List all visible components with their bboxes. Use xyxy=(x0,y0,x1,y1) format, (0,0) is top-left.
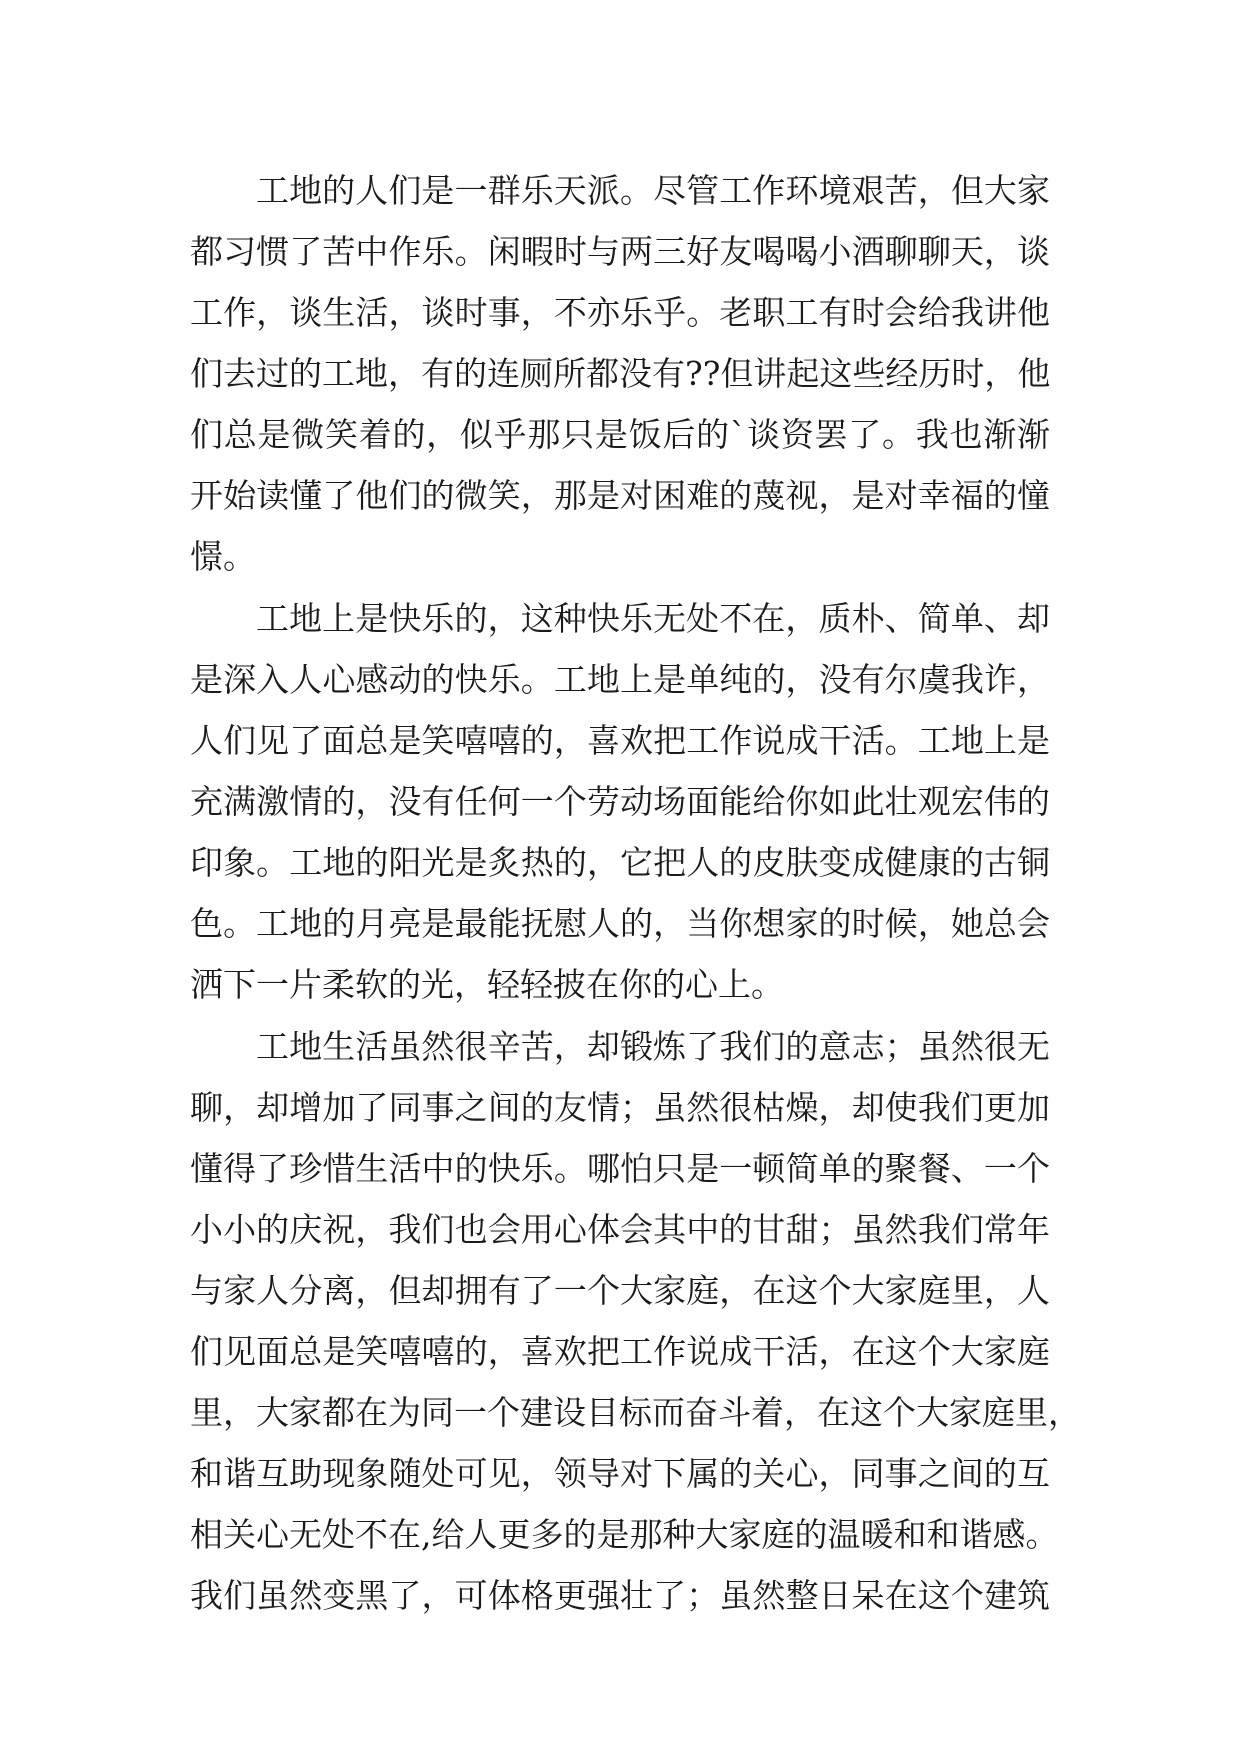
text-line: 们去过的工地，有的连厕所都没有??但讲起这些经历时，他 xyxy=(190,354,1051,393)
text-line: 小小的庆祝，我们也会用心体会其中的甘甜；虽然我们常年 xyxy=(190,1210,1050,1249)
text-line: 和谐互助现象随处可见，领导对下属的关心，同事之间的互 xyxy=(190,1454,1050,1493)
text-line: 色。工地的月亮是最能抚慰人的，当你想家的时候，她总会 xyxy=(190,904,1050,943)
text-line: 与家人分离，但却拥有了一个大家庭，在这个大家庭里，人 xyxy=(190,1271,1050,1310)
text-line: 开始读懂了他们的微笑，那是对困难的蔑视，是对幸福的憧 xyxy=(190,476,1050,515)
text-line: 我们虽然变黑了，可体格更强壮了；虽然整日呆在这个建筑 xyxy=(190,1576,1050,1615)
text-line: 都习惯了苦中作乐。闲暇时与两三好友喝喝小酒聊聊天，谈 xyxy=(190,232,1050,271)
body-text xyxy=(190,160,1081,1626)
text-line: 们总是微笑着的，似乎那只是饭后的`谈资罢了。我也渐渐 xyxy=(190,415,1050,454)
text-line: 工作，谈生活，谈时事，不亦乐乎。老职工有时会给我讲他 xyxy=(190,293,1050,332)
text-line: 们见面总是笑嘻嘻的，喜欢把工作说成干活，在这个大家庭 xyxy=(190,1332,1050,1371)
text-line: 工地上是快乐的，这种快乐无处不在，质朴、简单、却 xyxy=(256,599,1050,638)
paragraph-1 xyxy=(190,160,1050,587)
text-line: 相关心无处不在,给人更多的是那种大家庭的温暖和和谐感。 xyxy=(190,1515,1059,1554)
text-line: 人们见了面总是笑嘻嘻的，喜欢把工作说成干活。工地上是 xyxy=(190,721,1050,760)
paragraph-3 xyxy=(190,1016,1081,1626)
text-line: 充满激情的，没有任何一个劳动场面能给你如此壮观宏伟的 xyxy=(190,782,1050,821)
text-line: 憬。 xyxy=(190,537,256,576)
text-line: 聊，却增加了同事之间的友情；虽然很枯燥，却使我们更加 xyxy=(190,1088,1050,1127)
text-line: 工地的人们是一群乐天派。尽管工作环境艰苦，但大家 xyxy=(256,171,1050,210)
text-line: 洒下一片柔软的光，轻轻披在你的心上。 xyxy=(190,965,784,1004)
text-line: 是深入人心感动的快乐。工地上是单纯的，没有尔虞我诈， xyxy=(190,660,1050,699)
text-line: 工地生活虽然很辛苦，却锻炼了我们的意志；虽然很无 xyxy=(256,1027,1050,1066)
text-line: 里，大家都在为同一个建设目标而奋斗着，在这个大家庭里， xyxy=(190,1393,1081,1432)
text-line: 懂得了珍惜生活中的快乐。哪怕只是一顿简单的聚餐、一个 xyxy=(190,1149,1050,1188)
text-line: 印象。工地的阳光是炙热的，它把人的皮肤变成健康的古铜 xyxy=(190,843,1050,882)
paragraph-2 xyxy=(190,588,1050,1015)
